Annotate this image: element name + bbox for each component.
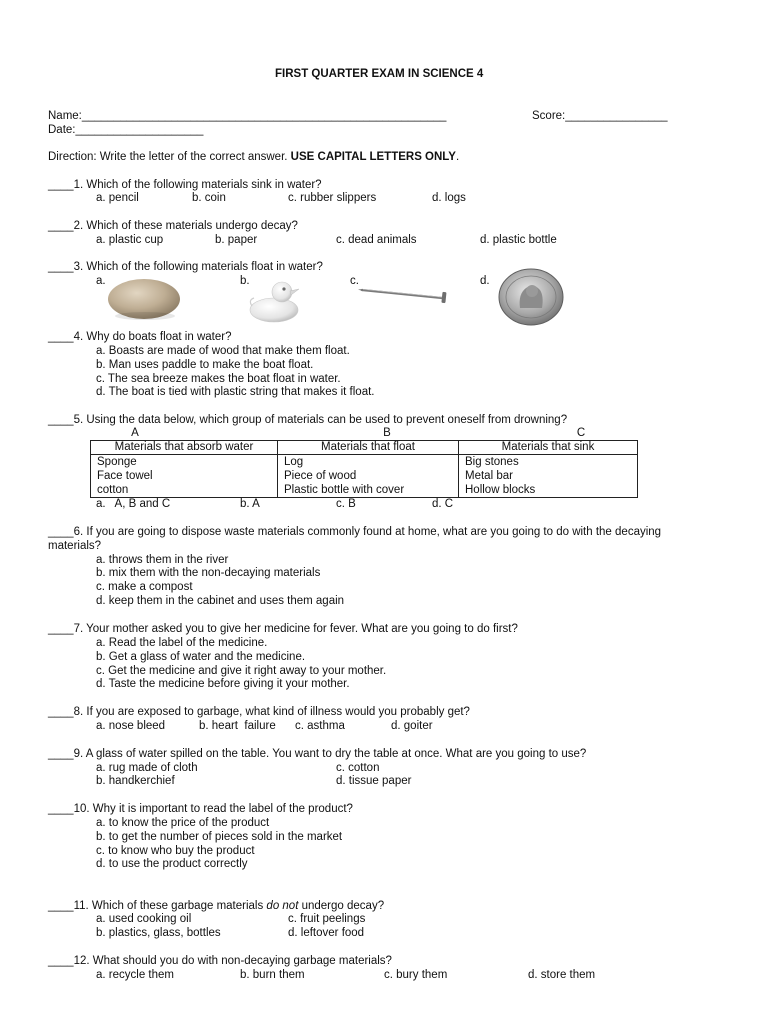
q7-option-c[interactable]: c. Get the medicine and give it right away to your mother. (96, 665, 387, 677)
table-cell-item: cotton (97, 484, 129, 496)
q11-option-d[interactable]: d. leftover food (288, 927, 365, 939)
q7-option-d[interactable]: d. Taste the medicine before giving it your mother. (96, 678, 350, 690)
q10-option-d[interactable]: d. to use the product correctly (96, 858, 248, 870)
q7-option-a[interactable]: a. Read the label of the medicine. (96, 637, 268, 649)
q11-option-c[interactable]: c. fruit peelings (288, 913, 366, 925)
q4-option-c[interactable]: c. The sea breeze makes the boat float in water. (96, 373, 341, 385)
q3-option-b[interactable]: b. (240, 275, 250, 287)
direction-emphasis: USE CAPITAL LETTERS ONLY (290, 151, 456, 163)
q9-option-b[interactable]: b. handkerchief (96, 775, 175, 787)
q8-option-a[interactable]: a. nose bleed (96, 720, 166, 732)
q6-option-c[interactable]: c. make a compost (96, 581, 193, 593)
column-letter-c: C (576, 427, 586, 439)
table-cell-item: Hollow blocks (465, 484, 536, 496)
table-cell-item: Plastic bottle with cover (284, 484, 405, 496)
table-header: Materials that absorb water (91, 441, 278, 455)
q8-option-b[interactable]: b. heart failure (199, 720, 276, 732)
q4-option-d[interactable]: d. The boat is tied with plastic string that makes it float. (96, 386, 375, 398)
table-cell (91, 455, 278, 498)
q5-option-a[interactable]: a. A, B and C (96, 498, 171, 510)
question-12: ____12. What should you do with non-decaying garbage materials? (48, 955, 392, 967)
question-11-text-end: undergo decay? (298, 900, 385, 912)
question-6-continued: materials? (48, 540, 102, 552)
question-7: ____7. Your mother asked you to give her medicine for fever. What are you going to do first? (48, 623, 518, 635)
q2-option-a[interactable]: a. plastic cup (96, 234, 164, 246)
q12-option-a[interactable]: a. recycle them (96, 969, 174, 981)
q7-option-b[interactable]: b. Get a glass of water and the medicine. (96, 651, 306, 663)
q8-option-d[interactable]: d. goiter (391, 720, 433, 732)
q10-option-c[interactable]: c. to know who buy the product (96, 845, 255, 857)
q4-option-b[interactable]: b. Man uses paddle to make the boat float. (96, 359, 314, 371)
q6-option-d[interactable]: d. keep them in the cabinet and uses them again (96, 595, 345, 607)
table-row (91, 455, 638, 498)
question-3: ____3. Which of the following materials float in water? (48, 261, 323, 273)
q5-option-c[interactable]: c. B (336, 498, 356, 510)
table-header-row (91, 441, 638, 455)
table-header: Materials that sink (459, 441, 638, 455)
question-11 (48, 899, 384, 913)
question-1: ____1. Which of the following materials sink in water? (48, 179, 322, 191)
q2-option-b[interactable]: b. paper (215, 234, 258, 246)
q5-option-b[interactable]: b. A (240, 498, 260, 510)
exam-title: FIRST QUARTER EXAM IN SCIENCE 4 (275, 68, 484, 80)
q6-option-a[interactable]: a. throws them in the river (96, 554, 229, 566)
question-8: ____8. If you are exposed to garbage, what kind of illness would you probably get? (48, 706, 470, 718)
q2-option-c[interactable]: c. dead animals (336, 234, 417, 246)
q3-option-a[interactable]: a. (96, 275, 106, 287)
q12-option-c[interactable]: c. bury them (384, 969, 448, 981)
q12-option-b[interactable]: b. burn them (240, 969, 305, 981)
date-line[interactable]: Date:____________________ (48, 124, 204, 136)
q9-option-a[interactable]: a. rug made of cloth (96, 762, 198, 774)
column-letter-b: B (383, 427, 391, 439)
table-cell-item: Log (284, 456, 304, 468)
question-6: ____6. If you are going to dispose waste materials commonly found at home, what are you going to do with the decaying (48, 526, 662, 538)
column-letter-a: A (131, 427, 139, 439)
q1-option-a[interactable]: a. pencil (96, 192, 139, 204)
name-line[interactable]: Name:_________________________________________________________ (48, 110, 447, 122)
table-cell-item: Metal bar (465, 470, 513, 482)
table-header: Materials that float (278, 441, 459, 455)
direction-period: . (455, 151, 460, 163)
table-cell-item: Piece of wood (284, 470, 357, 482)
q9-option-d[interactable]: d. tissue paper (336, 775, 412, 787)
table-cell-item: Sponge (97, 456, 137, 468)
q11-option-b[interactable]: b. plastics, glass, bottles (96, 927, 221, 939)
materials-table (90, 440, 638, 498)
question-11-text: ____11. Which of these garbage materials (48, 900, 267, 912)
stone-image[interactable] (105, 276, 183, 322)
question-9: ____9. A glass of water spilled on the table. You want to dry the table at once. What are you going to use? (48, 748, 587, 760)
question-2: ____2. Which of these materials undergo decay? (48, 220, 298, 232)
q1-option-b[interactable]: b. coin (192, 192, 226, 204)
q10-option-a[interactable]: a. to know the price of the product (96, 817, 270, 829)
q12-option-d[interactable]: d. store them (528, 969, 596, 981)
score-line[interactable]: Score:________________ (532, 110, 668, 122)
q1-option-c[interactable]: c. rubber slippers (288, 192, 377, 204)
question-11-emphasis: do not (266, 900, 299, 912)
table-cell (278, 455, 459, 498)
question-5: ____5. Using the data below, which group of materials can be used to prevent oneself from drowning? (48, 414, 568, 426)
coin-image[interactable] (498, 268, 566, 326)
q6-option-b[interactable]: b. mix them with the non-decaying materials (96, 567, 321, 579)
q3-option-d[interactable]: d. (480, 275, 490, 287)
question-4: ____4. Why do boats float in water? (48, 331, 232, 343)
nail-image[interactable] (358, 285, 452, 305)
q11-option-a[interactable]: a. used cooking oil (96, 913, 192, 925)
q3-option-c[interactable]: c. (350, 275, 359, 287)
q1-option-d[interactable]: d. logs (432, 192, 466, 204)
question-10: ____10. Why it is important to read the label of the product? (48, 803, 353, 815)
q8-option-c[interactable]: c. asthma (295, 720, 345, 732)
table-cell (459, 455, 638, 498)
table-cell-item: Face towel (97, 470, 153, 482)
q10-option-b[interactable]: b. to get the number of pieces sold in the market (96, 831, 343, 843)
direction-text: Direction: Write the letter of the correct answer. (48, 151, 291, 163)
q2-option-d[interactable]: d. plastic bottle (480, 234, 557, 246)
q5-option-d[interactable]: d. C (432, 498, 454, 510)
q9-option-c[interactable]: c. cotton (336, 762, 380, 774)
table-cell-item: Big stones (465, 456, 519, 468)
direction (48, 150, 459, 164)
rubber-duck-image[interactable] (246, 276, 302, 324)
q4-option-a[interactable]: a. Boasts are made of wood that make them float. (96, 345, 350, 357)
